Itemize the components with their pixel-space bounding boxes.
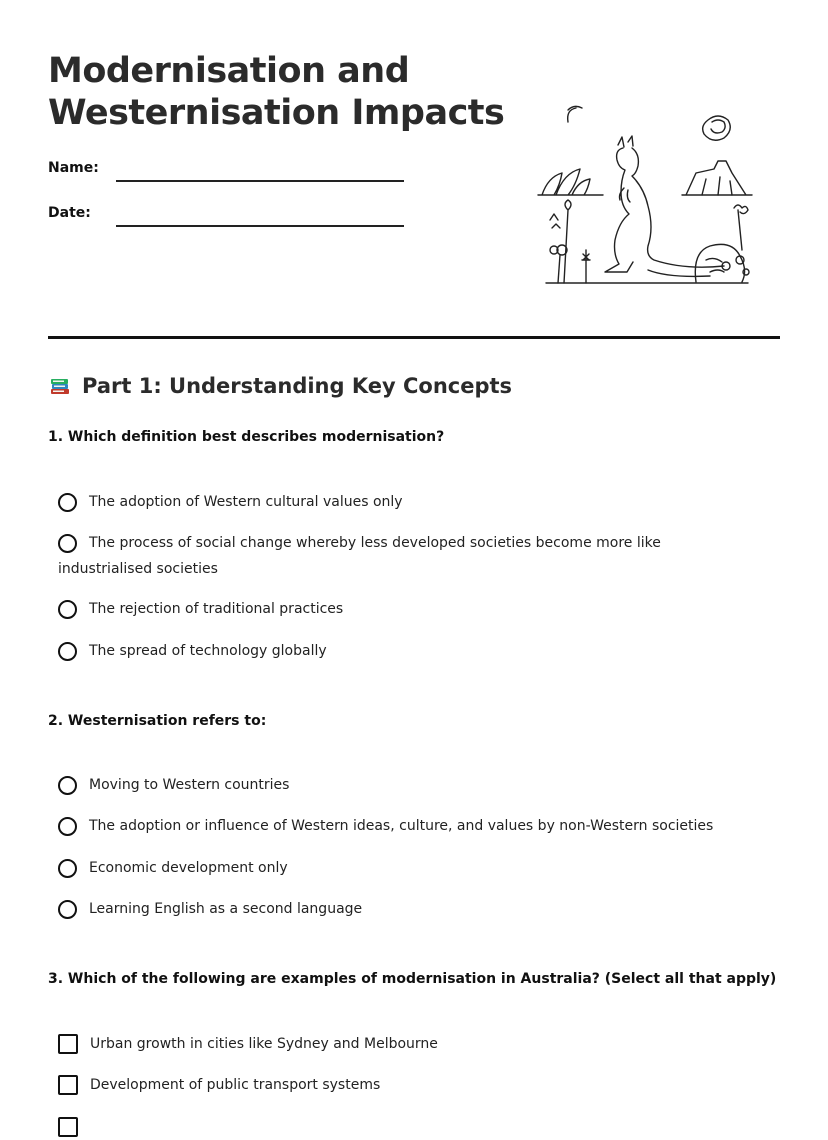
radio-button[interactable]	[58, 493, 77, 512]
page-title: Modernisation and Westernisation Impacts	[48, 51, 505, 133]
option-label: Development of public transport systems	[90, 1077, 381, 1093]
name-label: Name:	[48, 160, 99, 176]
q2-option-4[interactable]	[58, 896, 758, 922]
books-icon	[48, 374, 72, 398]
question-3: 3. Which of the following are examples of modernisation in Australia? (Select all that apply)	[48, 971, 777, 987]
radio-button[interactable]	[58, 859, 77, 878]
q1-option-4[interactable]	[58, 638, 758, 664]
section-divider	[48, 336, 780, 339]
radio-button[interactable]	[58, 642, 77, 661]
option-label: Economic development only	[89, 860, 288, 876]
radio-button[interactable]	[58, 534, 77, 553]
option-label: Urban growth in cities like Sydney and Melbourne	[90, 1036, 438, 1052]
q2-option-3[interactable]	[58, 855, 758, 881]
radio-button[interactable]	[58, 900, 77, 919]
q2-option-2[interactable]	[58, 813, 758, 839]
section-heading	[48, 374, 512, 398]
radio-button[interactable]	[58, 817, 77, 836]
section-heading-text: Part 1: Understanding Key Concepts	[82, 374, 513, 398]
q3-option-1[interactable]	[58, 1031, 758, 1057]
option-label: The spread of technology globally	[89, 643, 327, 659]
checkbox[interactable]	[58, 1075, 78, 1095]
question-1: 1. Which definition best describes modernisation?	[48, 429, 445, 445]
date-label: Date:	[48, 205, 91, 221]
radio-button[interactable]	[58, 600, 77, 619]
q1-option-2[interactable]	[58, 530, 758, 582]
q3-option-2[interactable]	[58, 1072, 758, 1098]
question-2: 2. Westernisation refers to:	[48, 713, 267, 729]
option-label: Moving to Western countries	[89, 777, 290, 793]
option-label: The adoption or influence of Western ideas, culture, and values by non-Western societies	[89, 818, 714, 834]
checkbox[interactable]	[58, 1117, 78, 1137]
option-label: Learning English as a second language	[89, 901, 363, 917]
option-label: The adoption of Western cultural values only	[89, 494, 403, 510]
option-label: The process of social change whereby less developed societies become more like industrialised societies	[58, 535, 661, 577]
kangaroo-illustration	[528, 100, 760, 290]
option-label: The rejection of traditional practices	[89, 601, 344, 617]
name-field[interactable]	[116, 180, 404, 182]
checkbox[interactable]	[58, 1034, 78, 1054]
date-field[interactable]	[116, 225, 404, 227]
q2-option-1[interactable]	[58, 772, 758, 798]
q1-option-3[interactable]	[58, 596, 758, 622]
radio-button[interactable]	[58, 776, 77, 795]
q1-option-1[interactable]	[58, 489, 758, 515]
